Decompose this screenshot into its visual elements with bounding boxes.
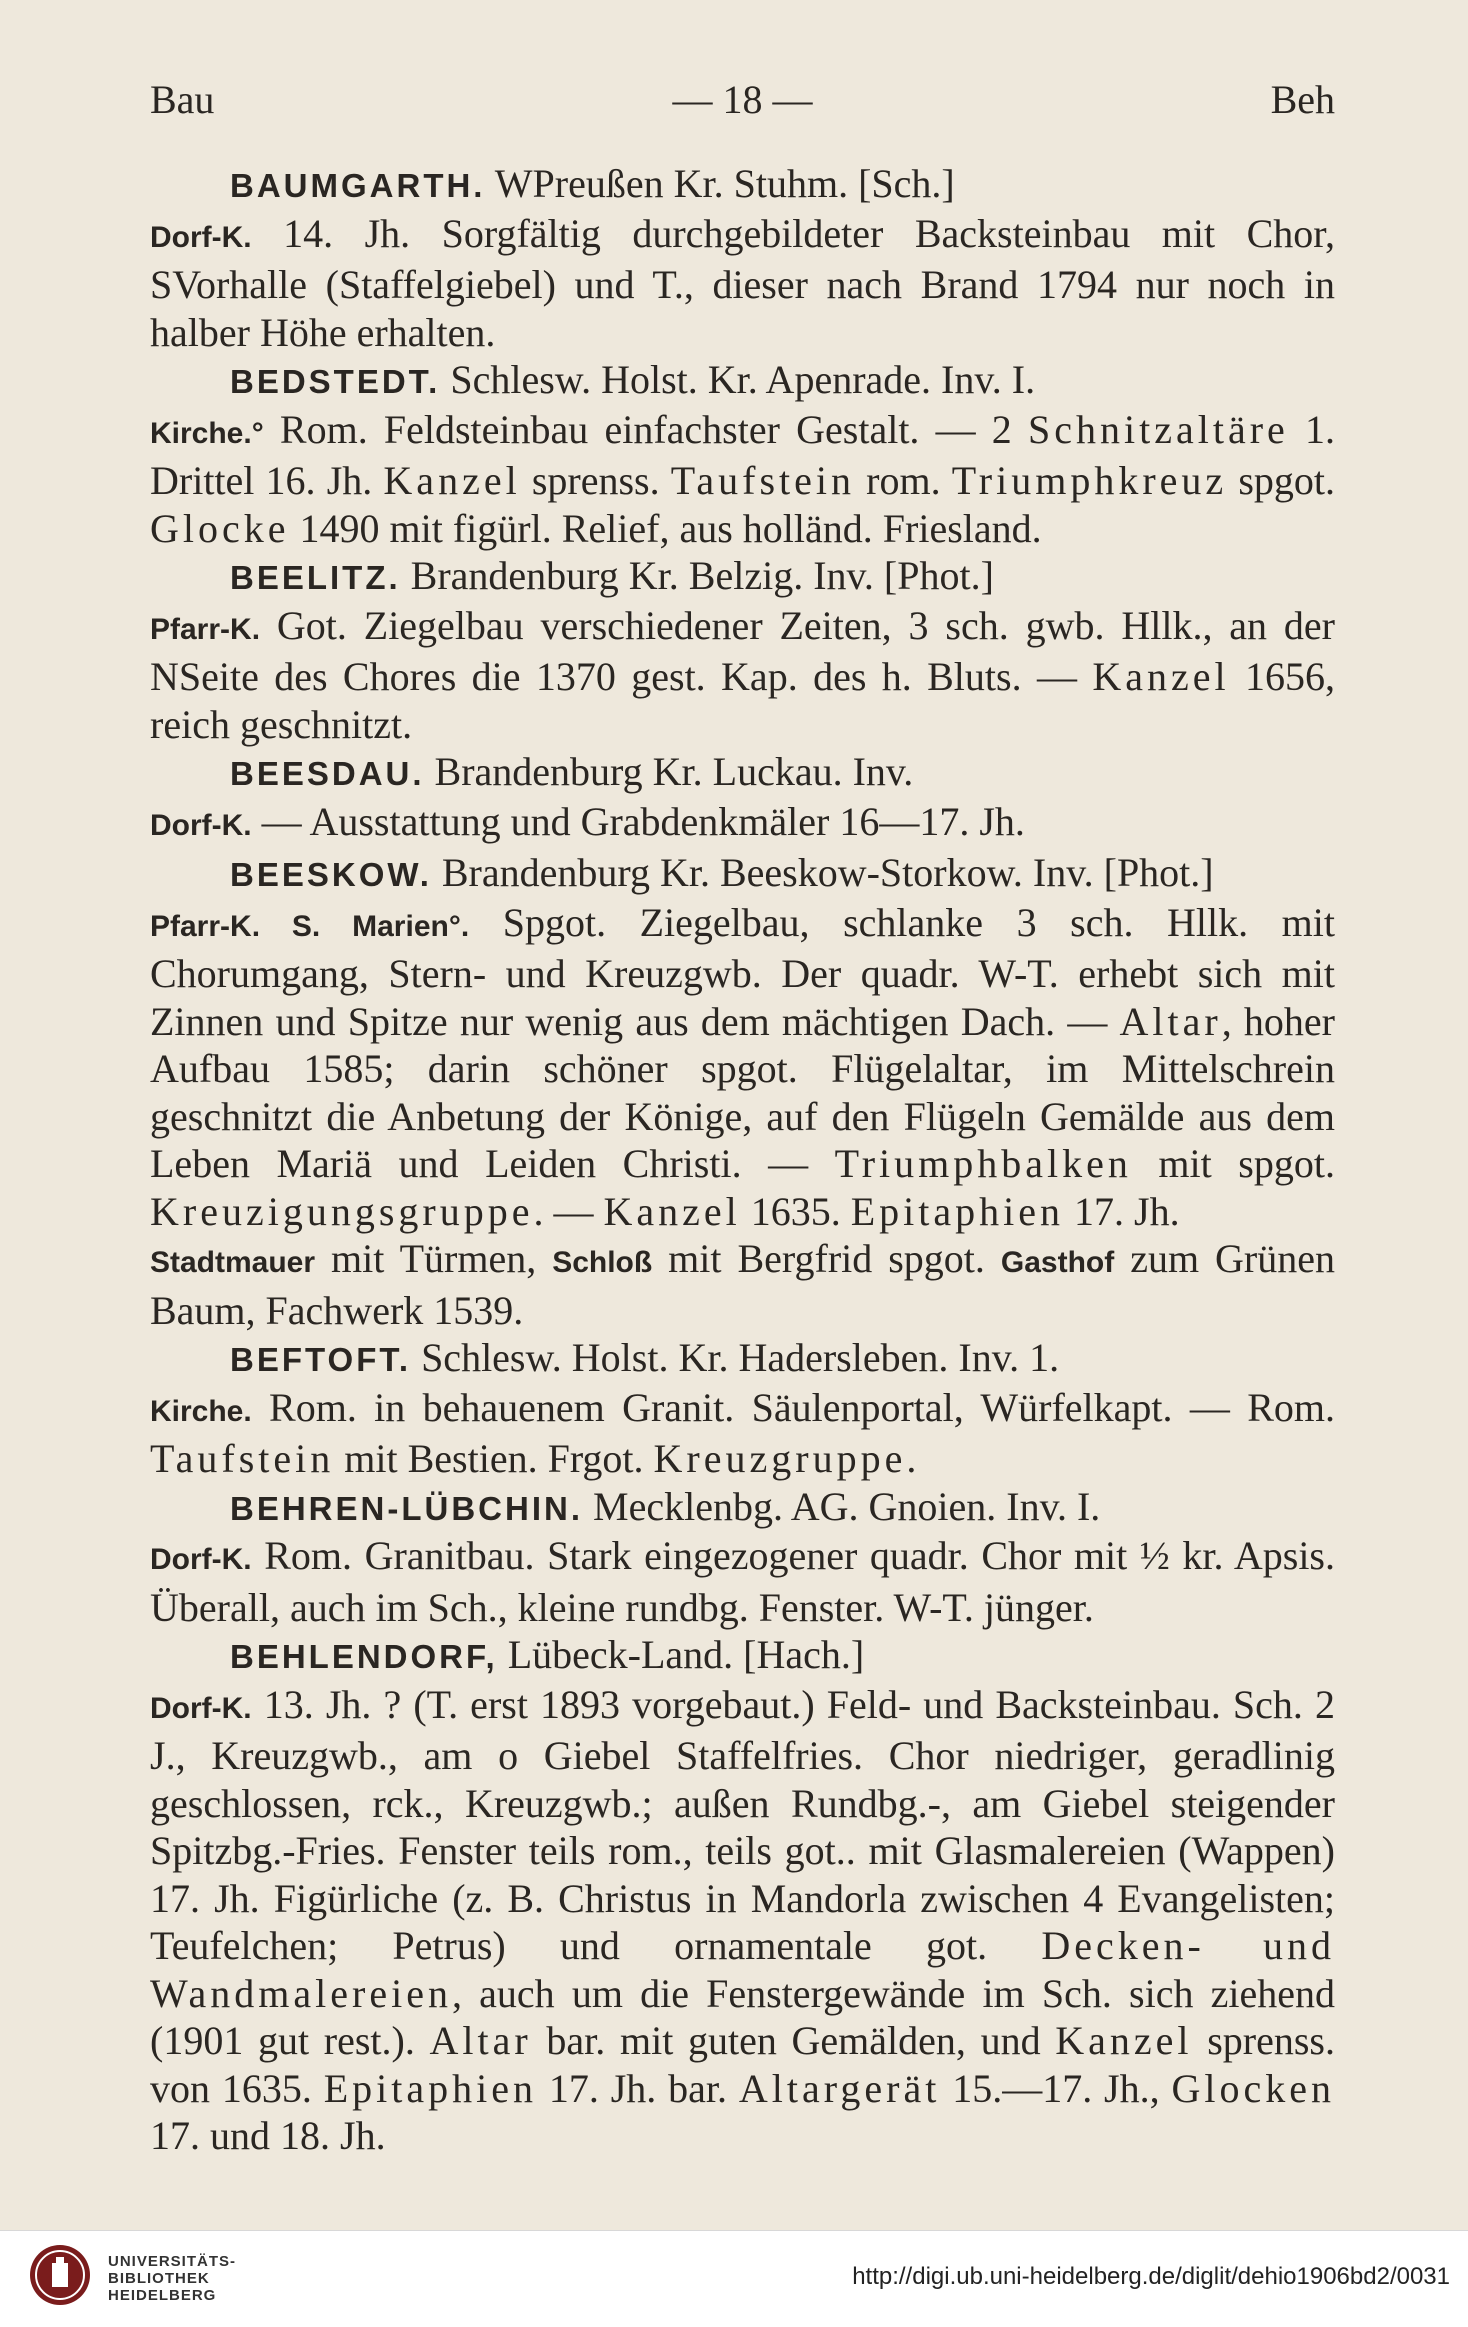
place-name: BEELITZ. bbox=[230, 559, 401, 596]
entry-text: , hoher Aufbau 1585; darin schöner spgot. Flügelaltar, im Mittelschrein geschnitzt die Anbetung der Könige, auf den Flügeln Gemälde aus dem Leben Mariä und Leiden Christi. — bbox=[150, 998, 1335, 1186]
entry-text: sprenss. von 1635. bbox=[150, 2018, 1335, 2111]
entry-text: . bbox=[906, 1436, 917, 1481]
entry-text: mit spgot. bbox=[1131, 1141, 1335, 1186]
entry-text: 17. Jh. bbox=[1064, 1188, 1180, 1234]
entry-text: spgot. bbox=[1227, 458, 1335, 503]
spaced-term: Epitaphien bbox=[323, 2065, 538, 2111]
entry-text: Spgot. Ziegelbau, schlanke 3 sch. Hllk. mit Chorumgang, Stern- und Kreuzgwb. Der quadr. W-T. erhebt sich mit Zinnen und Spitze nur wenig aus dem mächtigen Dach. — bbox=[150, 899, 1335, 1044]
building-label: Dorf-K. bbox=[150, 220, 252, 254]
building-label: Dorf-K. bbox=[150, 808, 252, 842]
university-seal-icon bbox=[28, 2243, 92, 2307]
entry-heading bbox=[150, 748, 1335, 798]
place-info: Brandenburg Kr. Luckau. Inv. bbox=[434, 749, 914, 794]
spaced-term: Kanzel bbox=[383, 458, 521, 503]
spaced-term: Kreuzigungsgruppe bbox=[150, 1188, 534, 1234]
spaced-term: Taufstein bbox=[150, 1436, 335, 1481]
entry-heading bbox=[150, 356, 1335, 406]
entry-text: 17. und 18. Jh. bbox=[150, 2113, 386, 2158]
entry-body bbox=[150, 210, 1335, 357]
entry-body bbox=[150, 1384, 1335, 1483]
entry-text: 15.—17. Jh., bbox=[940, 2065, 1172, 2111]
spaced-term: Glocken bbox=[1171, 2065, 1336, 2111]
entry-text: 14. Jh. Sorgfältig durchgebildeter Backsteinbau mit Chor, SVorhalle (Staffelgiebel) und T., dieser nach Brand 1794 nur noch in halber Höhe erhalten. bbox=[150, 210, 1335, 355]
entry-heading bbox=[150, 1334, 1335, 1384]
building-label: Dorf-K. bbox=[150, 1691, 252, 1725]
entry-text: Got. Ziegelbau verschiedener Zeiten, 3 sch. gwb. Hllk., an der NSeite des Chores die 1370 gest. Kap. des h. Bluts. — bbox=[150, 602, 1335, 699]
entry-heading bbox=[150, 1631, 1335, 1681]
spaced-term: Kanzel bbox=[603, 1188, 741, 1234]
building-label: Dorf-K. bbox=[150, 1543, 252, 1576]
spaced-term: Altar bbox=[1119, 998, 1222, 1044]
institution-line: UNIVERSITÄTS- bbox=[108, 2253, 237, 2270]
entry-body bbox=[150, 602, 1335, 749]
page-number: — 18 — bbox=[672, 77, 813, 122]
spaced-term: Altar bbox=[429, 2018, 532, 2063]
place-info: Brandenburg Kr. Beeskow-Storkow. Inv. [Phot.] bbox=[441, 850, 1214, 895]
entry-text: rom. bbox=[855, 458, 952, 503]
entry-body bbox=[150, 899, 1335, 1236]
spaced-term: Schnitzaltäre bbox=[1028, 406, 1289, 452]
entry-text: 1490 mit figürl. Relief, aus holländ. Friesland. bbox=[289, 505, 1042, 551]
entry-text: Rom. in behauenem Granit. Säulenportal, Würfelkapt. — Rom. bbox=[251, 1384, 1335, 1430]
building-label: Gasthof bbox=[1000, 1246, 1115, 1279]
entry-body bbox=[150, 1235, 1335, 1334]
building-label: Pfarr-K. bbox=[150, 612, 261, 646]
entry-text: 13. Jh. ? (T. erst 1893 vorgebaut.) Feld- und Backsteinbau. Sch. 2 J., Kreuzgwb., am o Giebel Staffelfries. Chor niedriger, geradlinig geschlossen, rck., Kreuzgwb.; außen Rundbg.-, am Giebel steigender Spitzbg.-Fries. Fenster teils rom., teils got.. mit Glasmalereien (Wappen) 17. Jh. Figürliche (z. B. Christus in Mandorla zwischen 4 Evangelisten; Teufelchen; Petrus) und ornamentale got. bbox=[150, 1681, 1335, 1968]
entry-text: Rom. Feldsteinbau einfachster Gestalt. — 2 bbox=[263, 406, 1028, 452]
header-right: Beh bbox=[1270, 77, 1335, 122]
spaced-term: Glocke bbox=[150, 505, 290, 551]
spaced-term: Kreuzgruppe bbox=[653, 1436, 907, 1481]
entry-text: , auch um die Fenstergewände im Sch. sich ziehend (1901 gut rest.). bbox=[150, 1970, 1335, 2063]
entry-text: . — bbox=[533, 1188, 604, 1234]
place-name: BEFTOFT. bbox=[230, 1341, 412, 1378]
place-info: Schlesw. Holst. Kr. Apenrade. Inv. I. bbox=[450, 357, 1036, 402]
place-info: WPreußen Kr. Stuhm. [Sch.] bbox=[494, 161, 955, 206]
spaced-term: Epitaphien bbox=[850, 1188, 1065, 1234]
permalink[interactable]: http://digi.ub.uni-heidelberg.de/diglit/dehio1906bd2/0031 bbox=[852, 2263, 1450, 2290]
place-name: BEHREN-LÜBCHIN. bbox=[230, 1489, 583, 1527]
entry-heading bbox=[150, 160, 1335, 210]
entry-text: 1656, reich geschnitzt. bbox=[150, 654, 1335, 747]
building-label: Kirche. bbox=[150, 1394, 252, 1428]
spaced-term: Kanzel bbox=[1092, 654, 1230, 699]
place-name: BEDSTEDT. bbox=[230, 363, 441, 400]
entry-text: 17. Jh. bar. bbox=[537, 2065, 739, 2111]
entry-text: mit Bergfrid spgot. bbox=[652, 1236, 1001, 1281]
entry-text: — Ausstattung und Grabdenkmäler 16—17. Jh. bbox=[251, 798, 1025, 844]
place-name: BEHLENDORF, bbox=[230, 1638, 498, 1675]
building-label: Kirche.° bbox=[150, 416, 264, 450]
footer-bar bbox=[0, 2230, 1468, 2327]
entry-body bbox=[150, 798, 1335, 850]
place-info: Lübeck-Land. [Hach.] bbox=[507, 1632, 865, 1677]
entry-body bbox=[150, 1532, 1335, 1631]
entry-heading bbox=[150, 1483, 1335, 1533]
entry-text: mit Türmen, bbox=[315, 1236, 553, 1281]
spaced-term: Decken- und Wandmalereien bbox=[150, 1923, 1335, 2016]
spaced-term: Triumphkreuz bbox=[951, 458, 1228, 503]
header-left: Bau bbox=[150, 77, 215, 122]
place-info: Mecklenbg. AG. Gnoien. Inv. I. bbox=[593, 1483, 1101, 1529]
place-name: BEESKOW. bbox=[230, 856, 432, 893]
building-label: Stadtmauer bbox=[150, 1246, 316, 1279]
entry-text: sprenss. bbox=[520, 458, 671, 503]
spaced-term: Taufstein bbox=[670, 458, 856, 503]
spaced-term: Altargerät bbox=[738, 2065, 941, 2111]
entry-text: 1. Drittel 16. Jh. bbox=[150, 406, 1335, 503]
entry-text: Rom. Granitbau. Stark eingezogener quadr. Chor mit ½ kr. Apsis. Überall, auch im Sch., kleine rundbg. Fenster. W-T. jünger. bbox=[150, 1533, 1335, 1630]
institution-line: BIBLIOTHEK bbox=[108, 2270, 210, 2287]
entry-text: zum Grünen Baum, Fachwerk 1539. bbox=[150, 1236, 1335, 1333]
running-header bbox=[150, 70, 1335, 130]
entry-list bbox=[150, 160, 1335, 2160]
institution-name bbox=[108, 2253, 236, 2304]
entry-text: 1635. bbox=[740, 1188, 851, 1234]
place-info: Schlesw. Holst. Kr. Hadersleben. Inv. 1. bbox=[421, 1335, 1060, 1380]
spaced-term: Triumphbalken bbox=[834, 1141, 1132, 1186]
entry-heading bbox=[150, 552, 1335, 602]
entry-heading bbox=[150, 849, 1335, 899]
building-label: Schloß bbox=[552, 1246, 653, 1279]
entry-text: mit Bestien. Frgot. bbox=[334, 1436, 654, 1481]
spaced-term: Kanzel bbox=[1055, 2018, 1193, 2063]
institution-line: HEIDELBERG bbox=[108, 2287, 217, 2304]
place-info: Brandenburg Kr. Belzig. Inv. [Phot.] bbox=[410, 553, 994, 598]
entry-body bbox=[150, 406, 1335, 553]
entry-text: bar. mit guten Gemälden, und bbox=[531, 2018, 1056, 2063]
entry-body bbox=[150, 1681, 1335, 2160]
place-name: BEESDAU. bbox=[230, 755, 425, 792]
building-label: Pfarr-K. S. Marien°. bbox=[150, 909, 470, 943]
place-name: BAUMGARTH. bbox=[230, 167, 486, 204]
